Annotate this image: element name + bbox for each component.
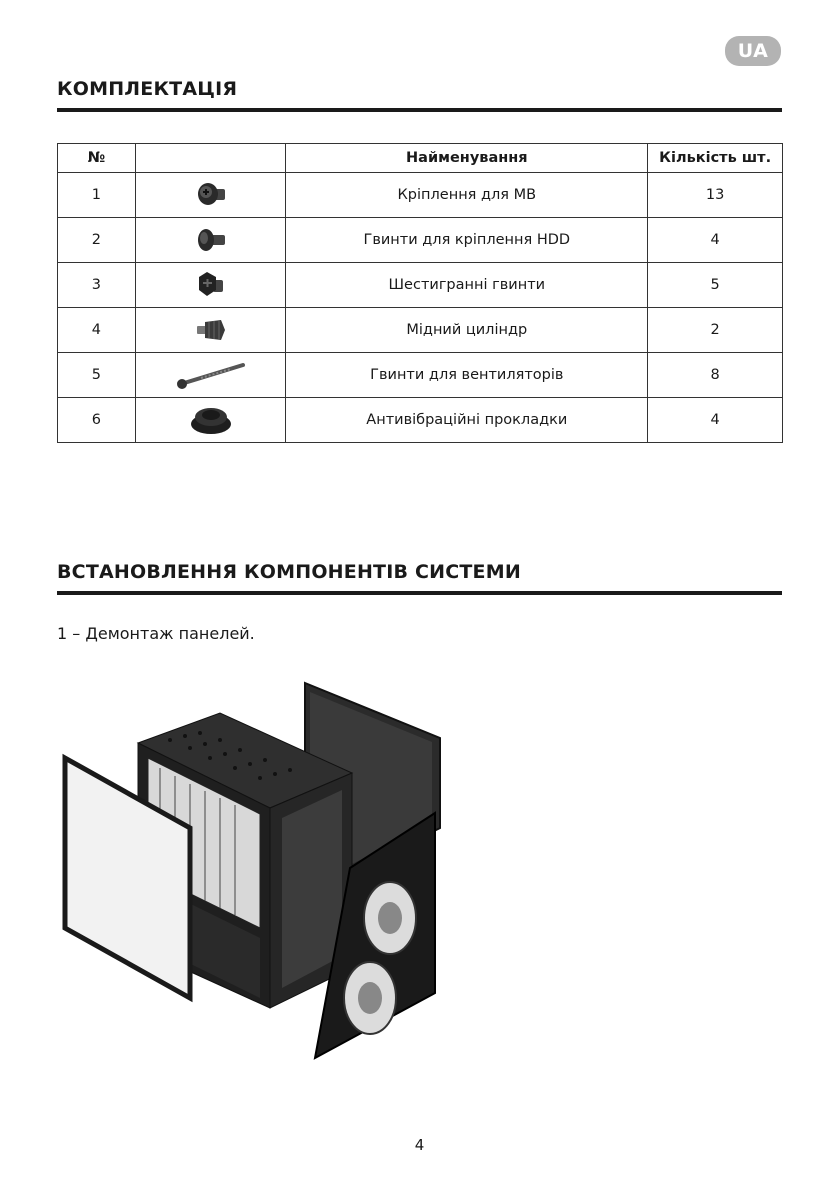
- mb-screw-icon: [191, 178, 231, 212]
- header-num: №: [58, 144, 136, 173]
- header-image: [135, 144, 286, 173]
- table-row: [58, 398, 783, 443]
- language-badge: UA: [725, 36, 781, 66]
- row-name: Кріплення для MB: [286, 173, 648, 218]
- row-qty: 8: [648, 353, 783, 398]
- row-num: 2: [58, 218, 136, 263]
- step-1-text: 1 – Демонтаж панелей.: [57, 624, 255, 643]
- row-num: 5: [58, 353, 136, 398]
- row-qty: 2: [648, 308, 783, 353]
- section-title-install: ВСТАНОВЛЕННЯ КОМПОНЕНТІВ СИСТЕМИ: [57, 561, 521, 583]
- fan-screw-icon: [171, 358, 251, 392]
- row-qty: 13: [648, 173, 783, 218]
- table-header-row: [58, 144, 783, 173]
- row-num: 4: [58, 308, 136, 353]
- case-exploded-illustration: [60, 678, 450, 1068]
- row-name: Мідний циліндр: [286, 308, 648, 353]
- row-num: 6: [58, 398, 136, 443]
- table-row: [58, 353, 783, 398]
- row-qty: 5: [648, 263, 783, 308]
- hdd-screw-icon: [191, 223, 231, 257]
- row-name: Шестигранні гвинти: [286, 263, 648, 308]
- table-row: [58, 218, 783, 263]
- row-qty: 4: [648, 218, 783, 263]
- row-qty: 4: [648, 398, 783, 443]
- section-rule: [57, 591, 782, 595]
- row-name: Гвинти для кріплення HDD: [286, 218, 648, 263]
- hex-screw-icon: [191, 268, 231, 302]
- row-num: 3: [58, 263, 136, 308]
- kit-table: [57, 143, 783, 443]
- header-name: Найменування: [286, 144, 648, 173]
- row-num: 1: [58, 173, 136, 218]
- row-name: Гвинти для вентиляторів: [286, 353, 648, 398]
- section-rule: [57, 108, 782, 112]
- table-row: [58, 308, 783, 353]
- rubber-pad-icon: [186, 402, 236, 438]
- page-number: 4: [414, 1136, 425, 1154]
- section-title-kit: КОМПЛЕКТАЦІЯ: [57, 78, 238, 100]
- table-row: [58, 173, 783, 218]
- table-row: [58, 263, 783, 308]
- header-qty: Кількість шт.: [648, 144, 783, 173]
- row-name: Антивібраційні прокладки: [286, 398, 648, 443]
- brass-standoff-icon: [191, 313, 231, 347]
